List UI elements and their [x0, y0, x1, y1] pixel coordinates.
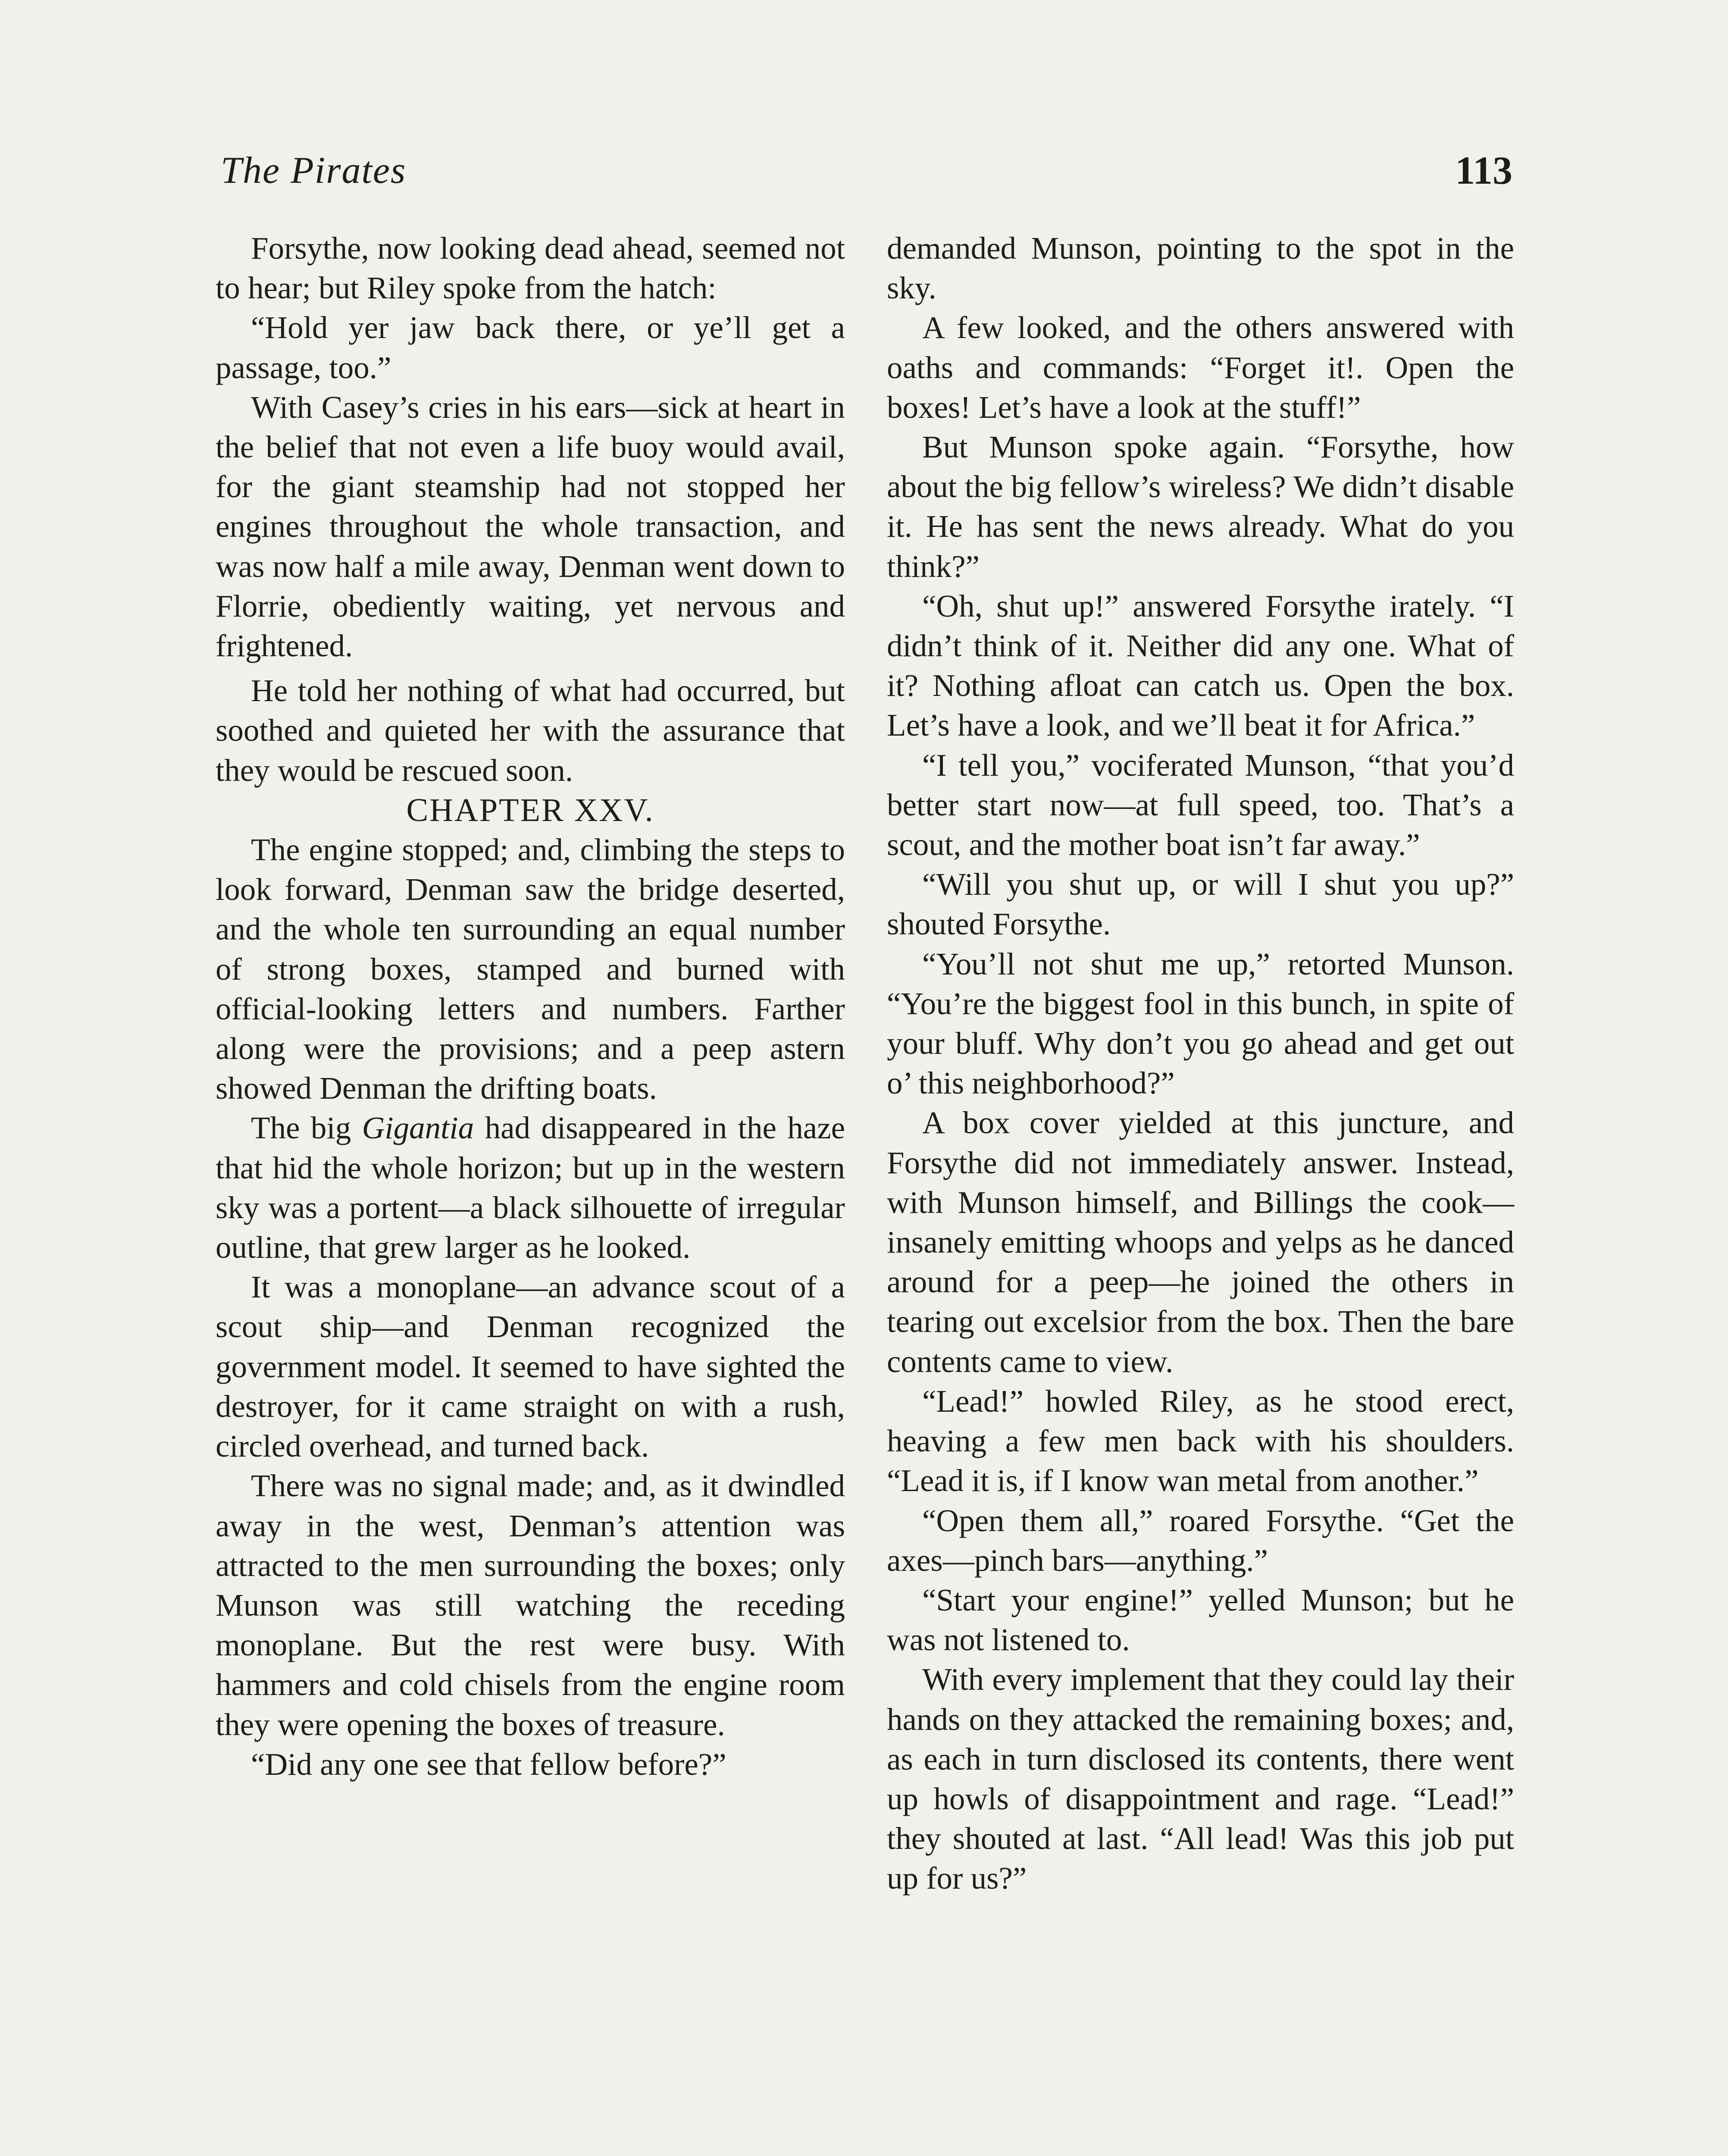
paragraph: “Did any one see that fellow before?”: [251, 1746, 726, 1782]
paragraph: demanded Munson, pointing to the spot in the sky.: [887, 231, 1514, 306]
right-text-column: [887, 229, 1514, 1899]
paragraph-text: had disappeared in the haze that hid the whole horizon; but up in the western sky was a portent—a black silhouette of irregular outline, that grew larger as he looked.: [216, 1110, 845, 1265]
paragraph: Forsythe, now looking dead ahead, seemed not to hear; but Riley spoke from the hatch:: [216, 231, 845, 306]
ship-name: Gigantia: [362, 1110, 474, 1146]
paragraph: A box cover yielded at this juncture, and Forsythe did not immediately answer. Instead, with Munson himself, and Billings the cook—insanely emitting whoops and yelps as he danced around for a peep—he joined the others in tearing out excelsior from the box. Then the bare contents came to view.: [887, 1105, 1514, 1379]
paragraph: But Munson spoke again. “Forsythe, how about the big fellow’s wireless? We didn’t disable it. He has sent the news already. What do you think?”: [887, 429, 1514, 584]
paragraph: He told her nothing of what had occurred, but soothed and quieted her with the assurance that they would be rescued soon.: [216, 673, 845, 788]
paragraph: “Lead!” howled Riley, as he stood erect, heaving a few men back with his shoulders. “Lead it is, if I know wan metal from another.”: [887, 1383, 1514, 1498]
paragraph: It was a monoplane—an advance scout of a scout ship—and Denman recognized the government model. It seemed to have sighted the destroyer, for it came straight on with a rush, circled overhead, and turned back.: [216, 1269, 845, 1464]
paragraph: “Start your engine!” yelled Munson; but he was not listened to.: [887, 1582, 1514, 1658]
paragraph: “Will you shut up, or will I shut you up?” shouted Forsythe.: [887, 867, 1514, 942]
paragraph: With every implement that they could lay their hands on they attacked the remaining boxes; and, as each in turn disclosed its contents, there went up howls of disappointment and rage. “Lead!” they shouted at last. “All lead! Was this job put up for us?”: [887, 1662, 1514, 1896]
paragraph: A few looked, and the others answered with oaths and commands: “Forget it!. Open the boxes! Let’s have a look at the stuff!”: [887, 310, 1514, 425]
paragraph: “I tell you,” vociferated Munson, “that you’d better start now—at full speed, too. That’s a scout, and the mother boat isn’t far away.”: [887, 747, 1514, 862]
left-text-column: [216, 229, 845, 1784]
chapter-heading: CHAPTER XXV.: [406, 792, 654, 828]
running-head-title: The Pirates: [221, 150, 407, 191]
paragraph: There was no signal made; and, as it dwindled away in the west, Denman’s attention was attracted to the men surrounding the boxes; only Munson was still watching the receding monoplane. But the rest were busy. With hammers and cold chisels from the engine room they were opening the boxes of treasure.: [216, 1468, 845, 1742]
paragraph: “Open them all,” roared Forsythe. “Get the axes—pinch bars—anything.”: [887, 1503, 1514, 1578]
paragraph-text: The big: [251, 1110, 362, 1146]
paragraph: “Oh, shut up!” answered Forsythe irately. “I didn’t think of it. Neither did any one. What of it? Nothing afloat can catch us. Open the box. Let’s have a look, and we’ll beat it for Africa.”: [887, 588, 1514, 743]
paragraph: “Hold yer jaw back there, or ye’ll get a passage, too.”: [216, 310, 845, 385]
paragraph: With Casey’s cries in his ears—sick at heart in the belief that not even a life buoy would avail, for the giant steamship had not stopped her engines throughout the whole transaction, and was now half a mile away, Denman went down to Florrie, obediently waiting, yet nervous and frightened.: [216, 389, 845, 664]
page-number: 113: [1455, 148, 1512, 192]
paragraph: [216, 1108, 845, 1267]
paragraph: The engine stopped; and, climbing the steps to look forward, Denman saw the bridge deserted, and the whole ten surrounding an equal number of strong boxes, stamped and burned with official-looking letters and numbers. Farther along were the provisions; and a peep astern showed Denman the drifting boats.: [216, 832, 845, 1106]
paragraph: “You’ll not shut me up,” retorted Munson. “You’re the biggest fool in this bunch, in spite of your bluff. Why don’t you go ahead and get out o’ this neighborhood?”: [887, 946, 1514, 1101]
